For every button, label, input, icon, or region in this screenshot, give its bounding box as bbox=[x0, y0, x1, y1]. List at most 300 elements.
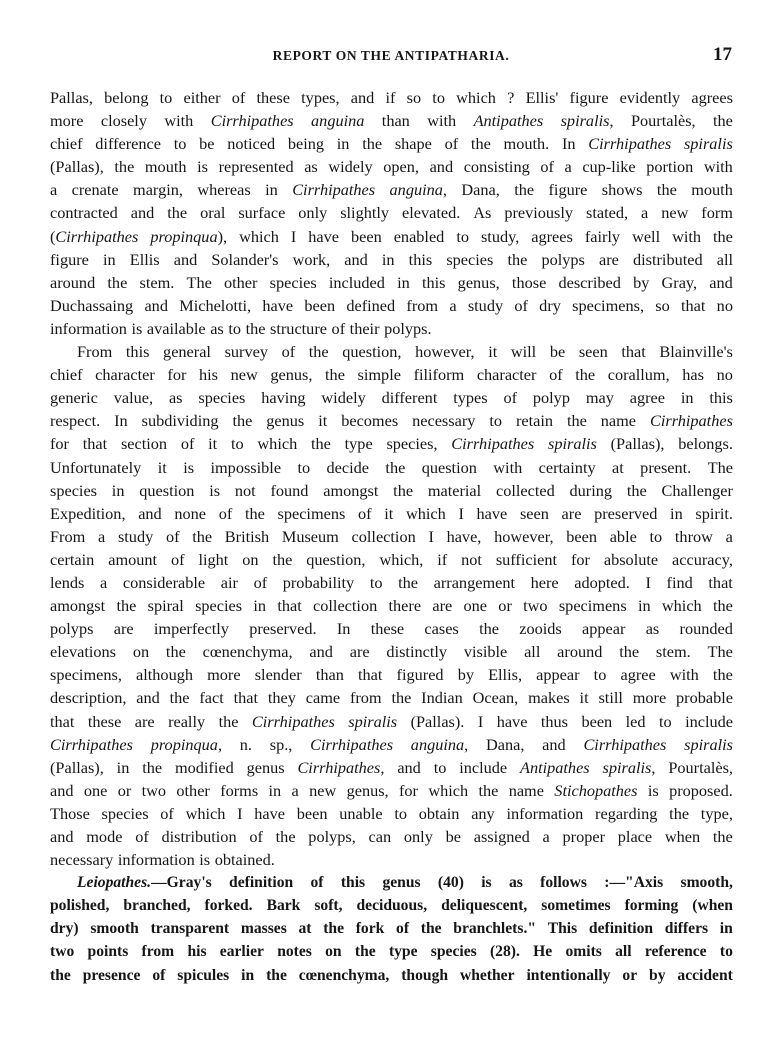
word: than bbox=[381, 111, 410, 131]
word: be bbox=[199, 134, 215, 154]
word: are bbox=[349, 642, 370, 662]
word: and bbox=[130, 203, 155, 223]
word: they bbox=[267, 688, 296, 708]
word: have, bbox=[446, 526, 482, 546]
word: points bbox=[87, 943, 129, 961]
word: forms bbox=[220, 780, 259, 800]
text-line bbox=[50, 686, 733, 709]
word: imperfectly bbox=[153, 619, 229, 639]
word: The bbox=[707, 457, 733, 477]
word: by bbox=[633, 272, 650, 292]
word: available bbox=[146, 318, 206, 338]
word: in bbox=[637, 596, 651, 616]
word: is bbox=[481, 874, 492, 892]
word: than bbox=[315, 665, 344, 685]
text-line bbox=[50, 502, 733, 525]
word: a bbox=[291, 780, 299, 800]
word: in bbox=[719, 920, 733, 938]
word: have bbox=[308, 226, 339, 246]
word: study, bbox=[480, 226, 520, 246]
word: or bbox=[622, 966, 638, 984]
text-line bbox=[50, 548, 733, 571]
word: with bbox=[493, 457, 523, 477]
word: of bbox=[549, 365, 563, 385]
word: species bbox=[446, 249, 494, 269]
word: certainty bbox=[538, 457, 596, 477]
word: of bbox=[165, 526, 180, 546]
word: represented bbox=[218, 157, 294, 177]
word: a bbox=[641, 203, 649, 223]
word: open, bbox=[383, 157, 419, 177]
word: I bbox=[477, 711, 484, 731]
word: include bbox=[459, 757, 508, 777]
word: that bbox=[277, 596, 302, 616]
word: at bbox=[298, 920, 312, 938]
word: that bbox=[681, 295, 706, 315]
word: type bbox=[388, 943, 418, 961]
word: have bbox=[496, 711, 528, 731]
word: amongst bbox=[323, 480, 379, 500]
word: the bbox=[385, 457, 406, 477]
word: specimens, bbox=[572, 295, 645, 315]
word: spiralis bbox=[548, 434, 597, 454]
word: in bbox=[670, 503, 683, 523]
word: forming bbox=[624, 897, 679, 915]
word: specimens bbox=[558, 596, 627, 616]
word: study bbox=[117, 526, 154, 546]
word: deliquescent, bbox=[441, 897, 528, 915]
word: around bbox=[50, 272, 96, 292]
word: Cirrhipathes bbox=[210, 111, 294, 131]
word: rounded bbox=[679, 619, 733, 639]
word: Expedition, bbox=[50, 503, 126, 523]
word: arrangement bbox=[433, 572, 515, 592]
word: intentionally bbox=[526, 966, 611, 984]
word: is bbox=[209, 480, 221, 500]
text-line bbox=[50, 456, 733, 479]
word: this bbox=[340, 874, 366, 892]
word: dry) bbox=[50, 920, 79, 938]
word: the bbox=[310, 434, 331, 454]
word: ? bbox=[507, 88, 515, 107]
word: came bbox=[305, 688, 341, 708]
text-line bbox=[50, 710, 733, 733]
word: to bbox=[456, 226, 469, 246]
word: smooth bbox=[90, 920, 139, 938]
word: probable bbox=[676, 688, 733, 708]
word: Michelotti, bbox=[179, 295, 252, 315]
word: genus bbox=[382, 874, 421, 892]
word: from bbox=[349, 688, 382, 708]
word: been bbox=[296, 803, 328, 823]
word: The bbox=[186, 272, 212, 292]
word: Challenger bbox=[661, 480, 733, 500]
word: information bbox=[50, 318, 127, 338]
word: of bbox=[331, 318, 346, 338]
word: are bbox=[432, 596, 453, 616]
word: none bbox=[174, 503, 207, 523]
word: to bbox=[394, 803, 408, 823]
word: unable bbox=[339, 803, 383, 823]
word: the bbox=[514, 180, 535, 200]
word: be bbox=[445, 827, 461, 846]
text-line bbox=[50, 363, 733, 386]
word: of bbox=[135, 827, 149, 846]
word: notes bbox=[277, 943, 312, 961]
word: of bbox=[540, 157, 554, 177]
word: that bbox=[50, 711, 75, 731]
word: Antipathes bbox=[473, 111, 544, 131]
word: a bbox=[542, 827, 550, 846]
word: is bbox=[131, 318, 143, 338]
word: in bbox=[116, 757, 130, 777]
word: agree bbox=[620, 665, 656, 685]
word: his bbox=[187, 943, 207, 961]
word: the bbox=[420, 920, 442, 938]
word: genus bbox=[246, 757, 285, 777]
word: of bbox=[358, 503, 372, 523]
word: description, bbox=[50, 688, 127, 708]
word: although bbox=[136, 665, 193, 685]
word: definition bbox=[229, 874, 294, 892]
word: lends bbox=[50, 572, 85, 592]
text-line bbox=[50, 802, 733, 825]
word: soft, bbox=[314, 897, 343, 915]
text-line bbox=[50, 825, 733, 848]
word: (28). bbox=[489, 943, 520, 961]
word: led bbox=[625, 711, 646, 731]
word: of bbox=[160, 803, 174, 823]
word: specimens, bbox=[50, 665, 122, 685]
word: becomes bbox=[341, 411, 399, 431]
word: (when bbox=[692, 897, 733, 915]
word: the bbox=[393, 480, 414, 500]
word: found bbox=[270, 480, 309, 500]
word: have bbox=[262, 295, 294, 315]
word: defined bbox=[346, 295, 396, 315]
word: the bbox=[165, 642, 186, 662]
word: I bbox=[237, 803, 243, 823]
word: or bbox=[117, 780, 132, 800]
word: In bbox=[336, 619, 351, 639]
word: noticed bbox=[227, 134, 276, 154]
word: belongs. bbox=[678, 434, 733, 454]
word: He bbox=[533, 943, 553, 961]
word: type bbox=[344, 434, 373, 454]
word: anguina, bbox=[410, 734, 469, 754]
word: sometimes bbox=[541, 897, 611, 915]
word: In bbox=[114, 411, 128, 431]
word: polyps. bbox=[384, 318, 432, 338]
word: earlier bbox=[219, 943, 264, 961]
word: are bbox=[134, 711, 155, 731]
word: one bbox=[83, 780, 108, 800]
word: species bbox=[101, 803, 149, 823]
word: regarding bbox=[595, 803, 658, 823]
word: Museum bbox=[281, 526, 339, 546]
word: surface bbox=[238, 203, 286, 223]
word: and bbox=[136, 688, 160, 708]
word: which bbox=[185, 803, 226, 823]
word: it bbox=[157, 457, 167, 477]
word: accuracy, bbox=[672, 549, 733, 569]
word: of bbox=[218, 503, 233, 523]
word: as bbox=[645, 619, 660, 639]
word: types bbox=[453, 388, 488, 408]
word: find bbox=[666, 572, 693, 592]
word: the bbox=[507, 249, 528, 269]
word: the bbox=[142, 757, 163, 777]
word: which bbox=[405, 503, 446, 523]
word: mode bbox=[86, 827, 123, 846]
word: Duchassaing bbox=[50, 295, 134, 315]
word: corallum, bbox=[607, 365, 670, 385]
word: those bbox=[511, 272, 547, 292]
running-header bbox=[50, 44, 732, 68]
word: this bbox=[709, 388, 733, 408]
word: able bbox=[609, 526, 637, 546]
word: anguina bbox=[311, 111, 365, 131]
word: widely bbox=[321, 388, 366, 408]
word: Cirrhipathes bbox=[588, 134, 672, 154]
text-line bbox=[50, 479, 733, 502]
word: by bbox=[457, 665, 474, 685]
word: is bbox=[197, 157, 208, 177]
word: no bbox=[716, 365, 733, 385]
word: not bbox=[461, 549, 482, 569]
word: when bbox=[664, 827, 701, 846]
word: visible bbox=[463, 642, 508, 662]
word: the bbox=[566, 411, 587, 431]
text-line bbox=[50, 294, 733, 317]
word: the bbox=[619, 642, 640, 662]
word: and bbox=[350, 88, 375, 107]
word: stem. bbox=[139, 272, 175, 292]
word: may bbox=[585, 388, 614, 408]
word: present. bbox=[640, 457, 692, 477]
word: subdividing bbox=[141, 411, 219, 431]
word: and bbox=[50, 780, 74, 800]
word: (40) bbox=[437, 874, 464, 892]
word: that bbox=[82, 434, 108, 454]
word: on bbox=[325, 943, 342, 961]
word: at bbox=[612, 457, 624, 477]
word: portion bbox=[646, 157, 694, 177]
word: information bbox=[506, 803, 584, 823]
word: contracted bbox=[50, 203, 118, 223]
word: the bbox=[325, 365, 345, 385]
word: the bbox=[266, 966, 287, 984]
word: genus, bbox=[346, 780, 389, 800]
text-line bbox=[50, 617, 733, 640]
word: their bbox=[349, 318, 380, 338]
word: new bbox=[661, 203, 689, 223]
word: amount bbox=[108, 549, 158, 569]
word: propinqua, bbox=[150, 734, 223, 754]
word: collection bbox=[313, 596, 378, 616]
word: the bbox=[272, 549, 293, 569]
word: two bbox=[141, 780, 167, 800]
word: Cirrhipathes bbox=[310, 734, 394, 754]
word: being bbox=[287, 134, 325, 154]
word: consisting bbox=[463, 157, 530, 177]
word: the bbox=[575, 365, 596, 385]
word: a bbox=[98, 526, 106, 546]
word: the bbox=[232, 411, 253, 431]
word: stem. bbox=[655, 642, 691, 662]
word: Cirrhipathes bbox=[451, 434, 535, 454]
word: Cirrhipathes bbox=[292, 180, 376, 200]
word: is bbox=[647, 780, 659, 800]
word: of bbox=[170, 549, 185, 569]
word: place bbox=[617, 827, 653, 846]
word: the bbox=[398, 572, 419, 592]
word: mouth. bbox=[503, 134, 550, 154]
word: the bbox=[107, 272, 128, 292]
word: The bbox=[707, 642, 733, 662]
word: around bbox=[557, 642, 603, 662]
word: can bbox=[368, 827, 392, 846]
word: type, bbox=[700, 803, 733, 823]
text-line bbox=[50, 201, 733, 224]
word: more bbox=[632, 688, 667, 708]
word: cases bbox=[424, 619, 459, 639]
word: deciduous, bbox=[356, 897, 428, 915]
word: with bbox=[672, 226, 702, 246]
word: include bbox=[685, 711, 733, 731]
word: question bbox=[139, 480, 195, 500]
word: Gray, bbox=[661, 272, 698, 292]
word: other bbox=[224, 272, 258, 292]
word: forked. bbox=[204, 897, 253, 915]
word: throw bbox=[674, 526, 713, 546]
word: form bbox=[701, 203, 733, 223]
text-line bbox=[50, 178, 733, 201]
text-line bbox=[50, 340, 733, 363]
word: and bbox=[50, 827, 74, 846]
word: cœnenchyma, bbox=[298, 966, 390, 984]
word: species bbox=[430, 943, 477, 961]
word: been bbox=[304, 295, 336, 315]
word: it bbox=[579, 688, 589, 708]
word: mouth bbox=[691, 180, 733, 200]
word: types, bbox=[301, 88, 340, 107]
word: shows bbox=[601, 180, 643, 200]
word: during bbox=[569, 480, 613, 500]
word: to bbox=[369, 572, 383, 592]
word: section bbox=[120, 434, 168, 454]
word: (Pallas), bbox=[50, 757, 104, 777]
word: to bbox=[719, 943, 733, 961]
word: sufficient bbox=[495, 549, 558, 569]
text-line bbox=[50, 409, 733, 432]
word: of bbox=[514, 295, 528, 315]
word: preserved. bbox=[249, 619, 317, 639]
word: spiralis, bbox=[602, 757, 656, 777]
word: that bbox=[621, 342, 646, 362]
word: Ellis, bbox=[488, 665, 523, 685]
word: of bbox=[503, 388, 518, 408]
text-line bbox=[50, 917, 733, 940]
word: necessary bbox=[50, 850, 114, 870]
word: cup-like bbox=[582, 157, 636, 177]
word: this bbox=[125, 342, 150, 362]
word: seen bbox=[519, 503, 549, 523]
word: of bbox=[253, 572, 268, 592]
word: not bbox=[234, 480, 256, 500]
word: I bbox=[458, 503, 464, 523]
word: other bbox=[176, 780, 210, 800]
word: absolute bbox=[603, 549, 659, 569]
word: to bbox=[159, 88, 173, 107]
word: polished, bbox=[50, 897, 110, 915]
word: in bbox=[336, 134, 350, 154]
word: on bbox=[132, 642, 150, 662]
word: described bbox=[558, 272, 621, 292]
word: value, bbox=[113, 388, 154, 408]
word: all bbox=[716, 249, 733, 269]
word: to bbox=[489, 411, 502, 431]
word: the bbox=[713, 111, 733, 131]
word: Pourtalès, bbox=[630, 111, 696, 131]
word: From bbox=[77, 342, 113, 362]
word: which, bbox=[379, 549, 424, 569]
word: a bbox=[449, 295, 457, 315]
word: work, bbox=[292, 249, 331, 269]
word: that bbox=[358, 665, 383, 685]
text-line bbox=[50, 525, 733, 548]
word: elevations bbox=[50, 642, 117, 662]
text-line bbox=[50, 756, 733, 779]
word: species bbox=[198, 388, 246, 408]
word: name bbox=[508, 780, 544, 800]
word: or bbox=[498, 596, 512, 616]
text-line bbox=[50, 964, 733, 987]
word: a bbox=[725, 526, 733, 546]
text-line bbox=[50, 940, 733, 963]
word: a bbox=[564, 157, 572, 177]
word: general bbox=[163, 342, 211, 362]
word: figured bbox=[396, 665, 444, 685]
word: this bbox=[408, 249, 433, 269]
word: the bbox=[478, 780, 499, 800]
word: of bbox=[249, 827, 263, 846]
word: differs bbox=[664, 920, 709, 938]
word: the bbox=[50, 966, 71, 984]
word: more bbox=[50, 111, 84, 131]
word: and bbox=[144, 295, 168, 315]
word: question bbox=[421, 457, 477, 477]
word: widely bbox=[328, 157, 373, 177]
word: it bbox=[488, 342, 498, 362]
text-line bbox=[50, 225, 733, 248]
word: Cirrhipathes bbox=[583, 734, 667, 754]
word: in bbox=[102, 249, 116, 269]
word: closely bbox=[100, 111, 147, 131]
word: enabled bbox=[393, 226, 445, 246]
word: reference bbox=[644, 943, 707, 961]
word: fork bbox=[355, 920, 385, 938]
text-line bbox=[50, 871, 733, 894]
word: for bbox=[167, 365, 187, 385]
text-line bbox=[50, 271, 733, 294]
word: the bbox=[626, 480, 647, 500]
word: as bbox=[210, 318, 224, 338]
word: zooids bbox=[519, 619, 562, 639]
word: and bbox=[429, 157, 454, 177]
word: is bbox=[199, 850, 211, 870]
word: simple bbox=[357, 365, 401, 385]
